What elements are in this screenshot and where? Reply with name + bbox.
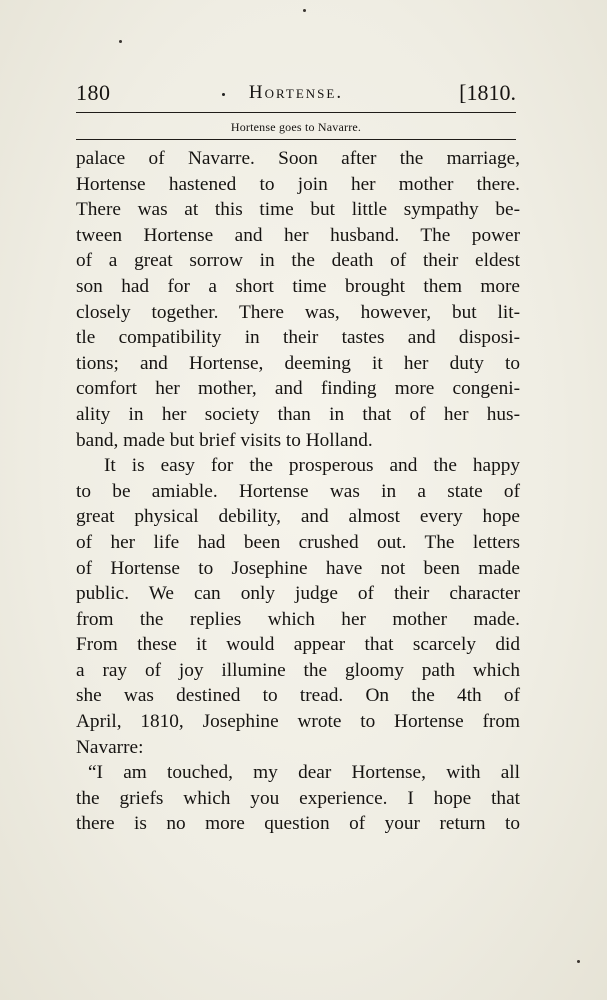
text-line: great physical debility, and almost every hope <box>76 506 520 528</box>
quotation-start-line: “I am touched, my dear Hortense, with all <box>88 762 520 784</box>
text-line: the griefs which you experience. I hope that <box>76 787 520 809</box>
text-line: April, 1810, Josephine wrote to Hortense from <box>76 711 520 733</box>
text-line: there is no more question of your return to <box>76 813 520 835</box>
section-subheading: Hortense goes to Navarre. <box>230 120 362 134</box>
text-line: From these it would appear that scarcely did <box>76 634 520 656</box>
text-line: palace of Navarre. Soon after the marriage, <box>76 148 520 169</box>
text-line: band, made but brief visits to Holland. <box>76 429 373 451</box>
paragraph-start-line: It is easy for the prosperous and the happy <box>104 455 520 477</box>
page-number: 180 <box>76 80 111 105</box>
text-line: closely together. There was, however, but lit- <box>76 301 520 323</box>
text-line: a ray of joy illumine the gloomy path which <box>76 659 520 681</box>
header-rule-top <box>76 112 516 113</box>
header-year: [1810. <box>459 80 516 105</box>
ink-speck <box>303 9 306 12</box>
running-title: Hortense. <box>248 82 344 103</box>
text-line: public. We can only judge of their character <box>76 583 520 605</box>
text-line: tle compatibility in their tastes and disposi- <box>76 327 520 349</box>
header-rule-bottom <box>76 139 516 140</box>
text-line: of her life had been crushed out. The letters <box>76 531 520 553</box>
text-line: tween Hortense and her husband. The power <box>76 224 520 246</box>
ink-speck <box>577 960 580 963</box>
ink-speck <box>119 40 122 43</box>
text-line: of Hortense to Josephine have not been made <box>76 557 520 579</box>
text-line: from the replies which her mother made. <box>76 608 520 630</box>
text-line: son had for a short time brought them more <box>76 275 520 297</box>
text-line: There was at this time but little sympathy be- <box>76 199 520 221</box>
text-line: comfort her mother, and finding more congeni- <box>76 378 520 400</box>
text-line: Navarre: <box>76 736 144 758</box>
text-line: Hortense hastened to join her mother there. <box>76 173 520 195</box>
text-line: tions; and Hortense, deeming it her duty to <box>76 352 520 374</box>
text-line: ality in her society than in that of her hus- <box>76 403 520 425</box>
page-header <box>76 80 516 112</box>
text-line: to be amiable. Hortense was in a state of <box>76 480 520 502</box>
text-line: of a great sorrow in the death of their eldest <box>76 250 520 272</box>
text-line: she was destined to tread. On the 4th of <box>76 685 520 707</box>
body-text <box>76 146 520 837</box>
